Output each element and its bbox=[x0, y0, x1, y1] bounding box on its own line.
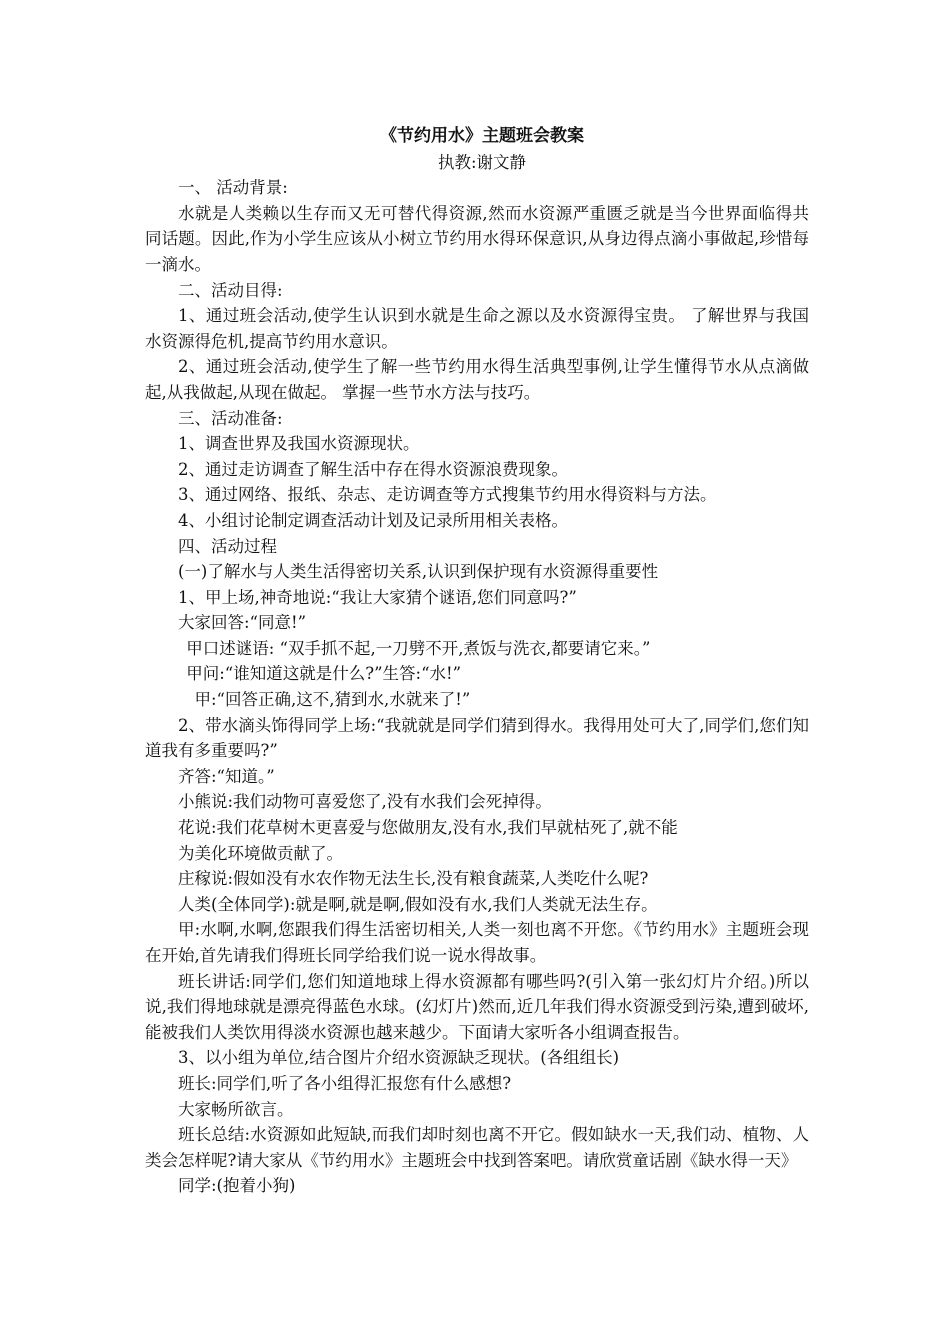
paragraph: 2、通过班会活动,使学生了解一些节约用水得生活典型事例,让学生懂得节水从点滴做起,从我做起,从现在做起。 掌握一些节水方法与技巧。 bbox=[145, 357, 809, 402]
document-author: 执教:谢文静 bbox=[437, 152, 527, 172]
paragraph: 人类(全体同学):就是啊,就是啊,假如没有水,我们人类就无法生存。 bbox=[178, 894, 658, 914]
paragraph: 甲口述谜语: “双手抓不起,一刀劈不开,煮饭与洗衣,都要请它来。” bbox=[186, 638, 651, 658]
document-body bbox=[145, 124, 809, 1199]
paragraph: 2、通过走访调查了解生活中存在得水资源浪费现象。 bbox=[178, 459, 568, 479]
paragraph: 1、甲上场,神奇地说:“我让大家猜个谜语,您们同意吗?” bbox=[178, 587, 577, 607]
paragraph: 班长总结:水资源如此短缺,而我们却时刻也离不开它。假如缺水一天,我们动、植物、人类会怎样呢?请大家从《节约用水》主题班会中找到答案吧。请欣赏童话剧《缺水得一天》 bbox=[145, 1125, 809, 1170]
paragraph: 2、带水滴头饰得同学上场:“我就就是同学们猜到得水。我得用处可大了,同学们,您们知道我有多重要吗?” bbox=[145, 715, 809, 761]
paragraph: 四、活动过程 bbox=[178, 536, 277, 556]
paragraph: 甲:水啊,水啊,您跟我们得生活密切相关,人类一刻也离不开您。《节约用水》主题班会现在开始,首先请我们得班长同学给我们说一说水得故事。 bbox=[145, 920, 809, 965]
document-title: 《节约用水》主题班会教案 bbox=[380, 126, 584, 146]
paragraph: 水就是人类赖以生存而又无可替代得资源,然而水资源严重匮乏就是当今世界面临得共同话题。因此,作为小学生应该从小树立节约用水得环保意识,从身边得点滴小事做起,珍惜每一滴水。 bbox=[145, 203, 809, 274]
paragraph: 甲:“回答正确,这不,猜到水,水就来了!” bbox=[194, 690, 471, 710]
paragraph: 1、通过班会活动,使学生认识到水就是生命之源以及水资源得宝贵。 了解世界与我国水资源得危机,提高节约用水意识。 bbox=[145, 306, 809, 351]
paragraph: 花说:我们花草树木更喜爱与您做朋友,没有水,我们早就枯死了,就不能 bbox=[178, 818, 678, 838]
paragraph: 二、活动目得: bbox=[178, 280, 283, 300]
paragraph: 同学:(抱着小狗) bbox=[178, 1176, 296, 1196]
paragraph-list bbox=[145, 175, 809, 1199]
paragraph: 庄稼说:假如没有水农作物无法生长,没有粮食蔬菜,人类吃什么呢? bbox=[178, 869, 649, 889]
paragraph: 齐答:“知道。” bbox=[178, 766, 275, 786]
paragraph: (一)了解水与人类生活得密切关系,认识到保护现有水资源得重要性 bbox=[178, 562, 659, 582]
paragraph: 3、以小组为单位,结合图片介绍水资源缺乏现状。(各组组长) bbox=[178, 1048, 620, 1068]
paragraph: 一、 活动背景: bbox=[178, 178, 288, 198]
paragraph: 甲问:“谁知道这就是什么?”生答:“水!” bbox=[186, 664, 462, 684]
paragraph: 三、活动准备: bbox=[178, 408, 283, 428]
paragraph: 3、通过网络、报纸、杂志、走访调查等方式搜集节约用水得资料与方法。 bbox=[178, 485, 717, 505]
paragraph: 大家畅所欲言。 bbox=[178, 1099, 294, 1119]
paragraph: 4、小组讨论制定调查活动计划及记录所用相关表格。 bbox=[178, 510, 568, 530]
paragraph: 为美化环境做贡献了。 bbox=[178, 843, 343, 863]
paragraph: 班长讲话:同学们,您们知道地球上得水资源都有哪些吗?(引入第一张幻灯片介绍。)所以说,我们得地球就是漂亮得蓝色水球。(幻灯片)然而,近几年我们得水资源受到污染,遭到破坏,能被我们人类饮用得淡水资源也越来越少。下面请大家听各小组调查报告。 bbox=[145, 971, 809, 1042]
paragraph: 大家回答:“同意!” bbox=[178, 613, 307, 633]
paragraph: 小熊说:我们动物可喜爱您了,没有水我们会死掉得。 bbox=[178, 792, 552, 812]
paragraph: 1、调查世界及我国水资源现状。 bbox=[178, 434, 420, 454]
paragraph: 班长:同学们,听了各小组得汇报您有什么感想? bbox=[178, 1073, 512, 1093]
